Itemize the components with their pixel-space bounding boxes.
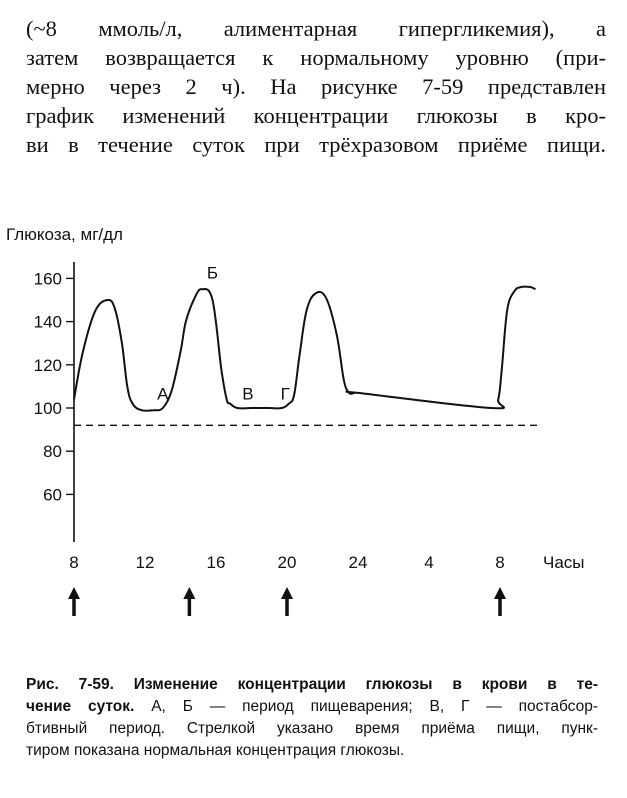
x-ticks [69, 553, 504, 572]
glucose-series-line [74, 287, 536, 411]
glucose-chart [0, 210, 627, 630]
caption-title-end: чение суток. [26, 698, 135, 715]
text-paragraph [26, 14, 606, 159]
y-tick-label: 140 [33, 312, 62, 332]
phase-label: Г [280, 384, 290, 404]
caption-line [26, 696, 598, 718]
phase-label: А [157, 384, 169, 404]
x-axis-label: Часы [543, 553, 585, 572]
meal-arrow-icon [68, 587, 80, 616]
caption-text: А, Б — период пищеварения; В, Г — постабсор- [134, 698, 598, 715]
y-axis-label: Глюкоза, мг/дл [6, 225, 123, 244]
x-tick-label: 12 [135, 553, 155, 572]
paragraph-line: затем возвращается к нормальному уровню (при- [26, 45, 606, 70]
meal-arrow-icon [281, 587, 293, 616]
meal-arrows [68, 587, 506, 616]
x-tick-label: 24 [348, 553, 368, 572]
y-tick-label: 80 [43, 442, 62, 462]
x-tick-label: 8 [69, 553, 79, 572]
x-tick-label: 20 [277, 553, 297, 572]
meal-arrow-icon [494, 587, 506, 616]
paragraph-line: график изменений концентрации глюкозы в кро- [26, 103, 606, 128]
y-ticks [34, 269, 74, 504]
y-tick-label: 120 [33, 355, 62, 375]
meal-arrow-icon [183, 587, 195, 616]
paragraph-line: мерно через 2 ч). На рисунке 7-59 представлен [26, 74, 606, 99]
figure-caption [26, 674, 598, 762]
y-tick-label: 60 [43, 485, 62, 505]
y-tick-label: 100 [33, 399, 62, 418]
paragraph-line: ви в течение суток при трёхразовом приёме пищи. [26, 132, 606, 157]
paragraph-line: (~8 ммоль/л, алиментарная гипергликемия), а [26, 16, 606, 41]
y-tick-label: 160 [33, 269, 62, 289]
x-tick-label: 16 [206, 553, 226, 572]
caption-title: Рис. 7-59. Изменение концентрации глюкозы в крови в те- [26, 676, 598, 693]
caption-line: бтивный период. Стрелкой указано время приёма пищи, пунк- [26, 720, 598, 737]
phase-label: В [242, 384, 254, 404]
x-tick-label: 8 [495, 553, 505, 572]
x-tick-label: 4 [424, 553, 434, 572]
phase-label: Б [206, 263, 219, 283]
caption-line [26, 674, 598, 696]
caption-line: тиром показана нормальная концентрация глюкозы. [26, 742, 405, 759]
